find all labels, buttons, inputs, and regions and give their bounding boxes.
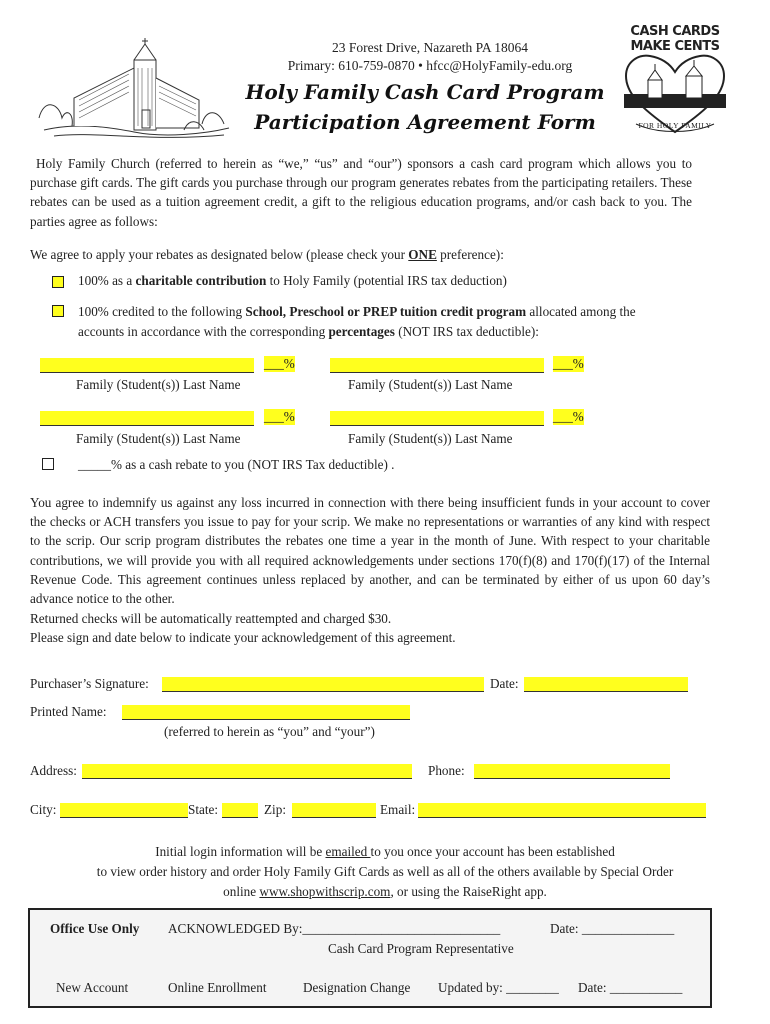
family-name-2-input[interactable] <box>330 358 544 373</box>
cash-cards-logo <box>622 24 728 140</box>
phone-label: Phone: <box>428 763 465 778</box>
login-line3: online www.shopwithscrip.com, or using the RaiseRight app. <box>223 884 547 899</box>
intro-paragraph: Holy Family Church (referred to herein as “we,” “us” and “our”) sponsors a cash card program which allows you to purchase gift cards. The gift cards you purchase through our program generates rebates from the participating retailers. These rebates can be used as a tuition agreement credit, a gift to the religious education programs, and/or cash back to you. The parties agree as follows: <box>30 156 692 229</box>
state-label: State: <box>188 802 219 817</box>
family-name-3-input[interactable] <box>40 411 254 426</box>
sign-instruction: Please sign and date below to indicate your acknowledgement of this agreement. <box>30 630 456 645</box>
terms-paragraph: You agree to indemnify us against any loss incurred in connection with there being insufficient funds in your account to cover the checks or ACH transfers you issue to pay for your scrip. We make no representations or warranties of any kind with respect to the scrip. Our scrip program distributes the rebates one time a year in the month of June. With respect to your charitable contributions, we will provide you with all required acknowledgements under sections 170(f)(8) and 170(f)(17) of the Internal Revenue Code. This agreement continues unless replaced by another, and can be terminated by either of us upon 60 day’s advance notice to the other. <box>30 495 710 607</box>
charitable-checkbox[interactable] <box>52 276 64 288</box>
address-label: Address: <box>30 763 77 778</box>
cash-rebate-checkbox[interactable] <box>42 458 54 470</box>
office-use-box <box>28 908 712 1008</box>
logo-banner-text: FOR HOLY FAMILY <box>638 121 712 130</box>
church-illustration <box>34 38 234 146</box>
church-address: 23 Forest Drive, Nazareth PA 18064 <box>332 40 528 55</box>
referred-note: (referred to herein as “you” and “your”) <box>164 724 375 739</box>
email-input[interactable] <box>418 803 706 818</box>
login-line2: to view order history and order Holy Family Gift Cards as well as all of the others available by Special Order <box>96 864 674 879</box>
designation-change-option: Designation Change <box>303 980 411 995</box>
emailed-link: emailed <box>325 844 371 859</box>
acknowledged-by-field: ACKNOWLEDGED By:______________________________ <box>168 921 501 936</box>
phone-input[interactable] <box>474 764 670 779</box>
shopwithscrip-link[interactable]: www.shopwithscrip.com <box>259 884 391 899</box>
family-pct-3-input[interactable]: ___% <box>264 409 295 424</box>
family-label-2: Family (Student(s)) Last Name <box>348 377 513 392</box>
online-enrollment-option: Online Enrollment <box>168 980 267 995</box>
family-label-1: Family (Student(s)) Last Name <box>76 377 241 392</box>
form-title-line2: Participation Agreement Form <box>254 110 596 134</box>
email-label: Email: <box>380 802 416 817</box>
office-date-field: Date: ______________ <box>550 921 675 936</box>
signature-input[interactable] <box>162 677 484 692</box>
family-pct-1-input[interactable]: ___% <box>264 356 295 371</box>
city-input[interactable] <box>60 803 188 818</box>
option-tuition: 100% credited to the following School, Preschool or PREP tuition credit program allocated among the accounts in accordance with the corresponding percentages (NOT IRS tax deductible): <box>78 304 636 339</box>
option-charitable: 100% as a charitable contribution to Holy Family (potential IRS tax deduction) <box>78 273 507 288</box>
printed-name-label: Printed Name: <box>30 704 107 719</box>
family-label-3: Family (Student(s)) Last Name <box>76 431 241 446</box>
family-pct-4-input[interactable]: ___% <box>553 409 584 424</box>
preference-heading: We agree to apply your rebates as designated below (please check your ONE preference): <box>30 247 504 262</box>
representative-label: Cash Card Program Representative <box>328 941 514 956</box>
date-label: Date: <box>490 676 519 691</box>
new-account-option: New Account <box>56 980 129 995</box>
printed-name-input[interactable] <box>122 705 410 720</box>
tuition-checkbox[interactable] <box>52 305 64 317</box>
family-pct-2-input[interactable]: ___% <box>553 356 584 371</box>
option-cash-rebate: _____% as a cash rebate to you (NOT IRS Tax deductible) . <box>78 457 395 472</box>
family-label-4: Family (Student(s)) Last Name <box>348 431 513 446</box>
church-contact: Primary: 610-759-0870 • hfcc@HolyFamily-edu.org <box>287 58 573 73</box>
logo-top-text: CASH CARDS <box>630 24 720 39</box>
city-label: City: <box>30 802 57 817</box>
returned-checks-note: Returned checks will be automatically reattempted and charged $30. <box>30 611 392 626</box>
address-input[interactable] <box>82 764 412 779</box>
logo-mid-text: MAKE CENTS <box>630 39 720 54</box>
date-input[interactable] <box>524 677 688 692</box>
updated-by-field: Updated by: ________ <box>438 980 559 995</box>
zip-input[interactable] <box>292 803 376 818</box>
zip-label: Zip: <box>264 802 286 817</box>
office-date2-field: Date: ___________ <box>578 980 683 995</box>
office-use-label: Office Use Only <box>50 921 140 936</box>
form-title-line1: Holy Family Cash Card Program <box>245 80 605 104</box>
state-input[interactable] <box>222 803 258 818</box>
login-line1: Initial login information will be emailed to you once your account has been established <box>155 844 615 859</box>
signature-label: Purchaser’s Signature: <box>30 676 149 691</box>
family-name-1-input[interactable] <box>40 358 254 373</box>
family-name-4-input[interactable] <box>330 411 544 426</box>
